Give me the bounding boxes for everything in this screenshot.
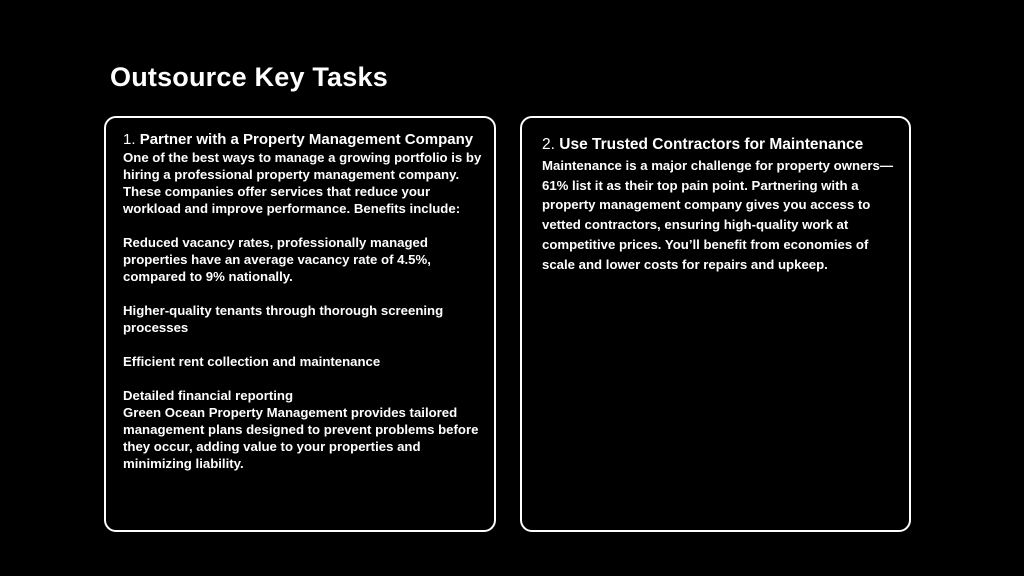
card-property-management — [104, 116, 496, 532]
card-number: 1. — [123, 131, 136, 148]
benefit-item: Detailed financial reporting — [123, 388, 294, 403]
card-heading — [123, 130, 484, 149]
benefit-item: Reduced vacancy rates, professionally managed properties have an average vacancy rate of 4.5%, compared to 9% nationally. — [123, 235, 431, 284]
card-body: Maintenance is a major challenge for property owners—61% list it as their top pain point. Partnering with a property management company gives you access to vetted contractors, ensuring high-quality work at competitive prices. You’ll benefit from economies of scale and lower costs for repairs and upkeep. — [542, 158, 894, 272]
slide-title: Outsource Key Tasks — [110, 62, 388, 92]
card-heading-text: Use Trusted Contractors for Maintenance — [559, 136, 864, 153]
benefit-item: Higher-quality tenants through thorough screening processes — [123, 303, 444, 335]
card-intro: One of the best ways to manage a growing portfolio is by hiring a professional property management company. These companies offer services that reduce your workload and improve performance. Benefits include: — [123, 150, 482, 216]
card-number: 2. — [542, 136, 555, 153]
card-contractors — [520, 116, 911, 532]
card-heading — [542, 133, 897, 156]
benefit-item: Efficient rent collection and maintenance — [123, 354, 381, 369]
card-closing: Green Ocean Property Management provides tailored management plans designed to prevent problems before they occur, adding value to your properties and minimizing liability. — [123, 405, 479, 471]
card-heading-text: Partner with a Property Management Company — [139, 131, 474, 148]
